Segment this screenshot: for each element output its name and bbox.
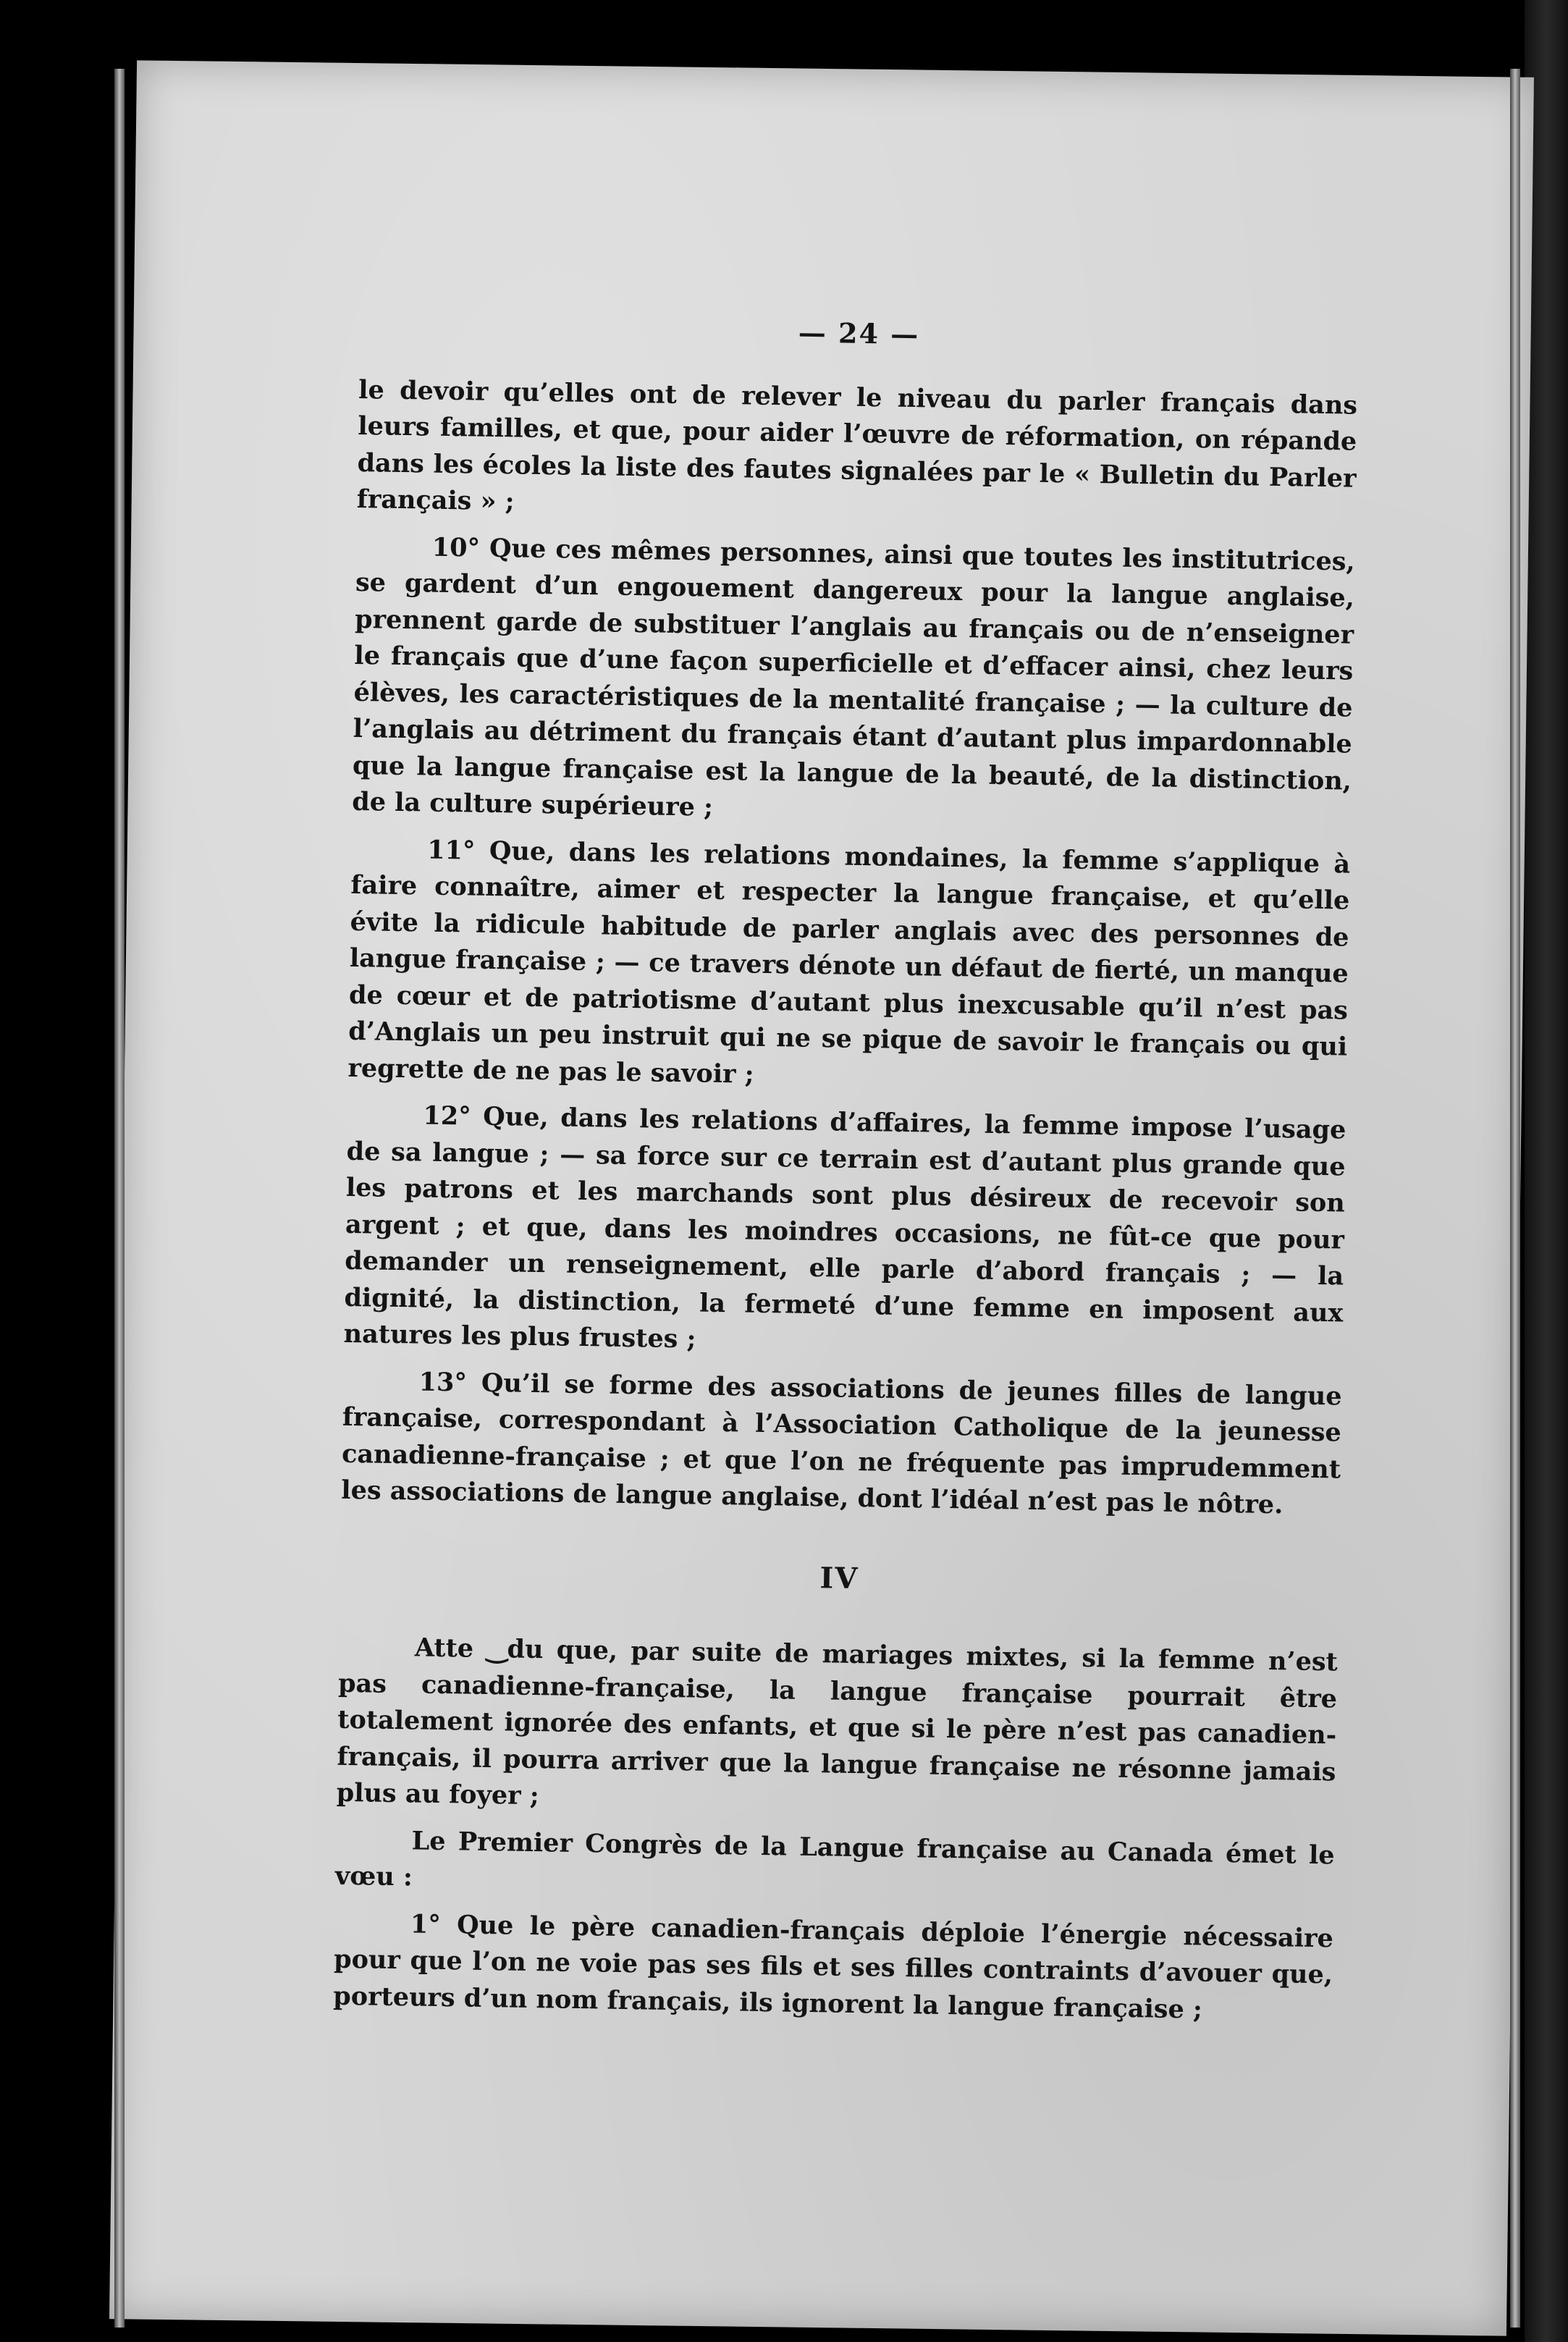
paragraph-resolution: Le Premier Congrès de la Langue française au Canada émet le vœu : <box>334 1825 1335 1892</box>
page-number: — 24 — <box>798 316 920 351</box>
paragraph-item-13: 13° Qu’il se forme des associations de jeunes filles de langue française, correspondant à l’Association Catholique de la jeunesse canadienne-française ; et que l’on ne fréquente pas imprudemment les associations de langue anglaise, dont l’idéal n’est pas le nôtre. <box>341 1366 1342 1520</box>
page-edge-right <box>1510 69 1520 2328</box>
scanner-border <box>1525 0 1568 2342</box>
paragraph-item-11: 11° Que, dans les relations mondaines, la femme s’applique à faire connaître, aimer et respecter la langue française, et qu’elle évite la ridicule habitude de parler anglais avec des personnes de langue française ; — ce travers dénote un défaut de fierté, un manque de cœur et de patriotisme d’autant plus inexcusable qu’il n’est pas d’Anglais un peu instruit qui ne se pique de savoir le français ou qui regrette de ne pas le savoir ; <box>347 835 1351 1090</box>
page-content <box>333 308 1359 2030</box>
paragraph-item-1: 1° Que le père canadien-français déploie l’énergie nécessaire pour que l’on ne voie pas ses fils et ses filles contraints d’avouer que, porteurs d’un nom français, ils ignorent la langue française ; <box>333 1908 1334 2025</box>
page-edge-left <box>114 69 125 2328</box>
paragraph-considering: Atte ‿du que, par suite de mariages mixtes, si la femme n’est pas canadienne-française, la langue française pourrait être totalement ignorée des enfants, et que si le père n’est pas canadien-français, il pourra arriver que la langue française ne résonne jamais plus au foyer ; <box>336 1633 1339 1811</box>
section-heading: IV <box>819 1560 859 1596</box>
paragraph-item-12: 12° Que, dans les relations d’affaires, la femme impose l’usage de sa langue ; — sa force sur ce terrain est d’autant plus grande que les patrons et les marchands sont plus désireux de recevoir son argent ; et que, dans les moindres occasions, ne fût-ce que pour demander un renseignement, elle parle d’abord français ; — la dignité, la distinction, la fermeté d’une femme en imposent aux natures les plus frustes ; <box>343 1100 1346 1355</box>
paragraph-continuation: le devoir qu’elles ont de relever le niveau du parler français dans leurs familles, et que, pour aider l’œuvre de réformation, on répande dans les écoles la liste des fautes signalées par le « Bulletin du Parler français » ; <box>356 374 1358 517</box>
paragraph-item-10: 10° Que ces mêmes personnes, ainsi que toutes les institutrices, se gardent d’un engouement dangereux pour la langue anglaise, prennent garde de substituer l’anglais au français ou de n’enseigner le français que d’une façon superficielle et d’effacer ainsi, chez leurs élèves, les caractéristiques de la mentalité française ; — la culture de l’anglais au détriment du français étant d’autant plus impardonnable que la langue française est la langue de la beauté, de la distinction, de la culture supérieure ; <box>351 532 1355 822</box>
